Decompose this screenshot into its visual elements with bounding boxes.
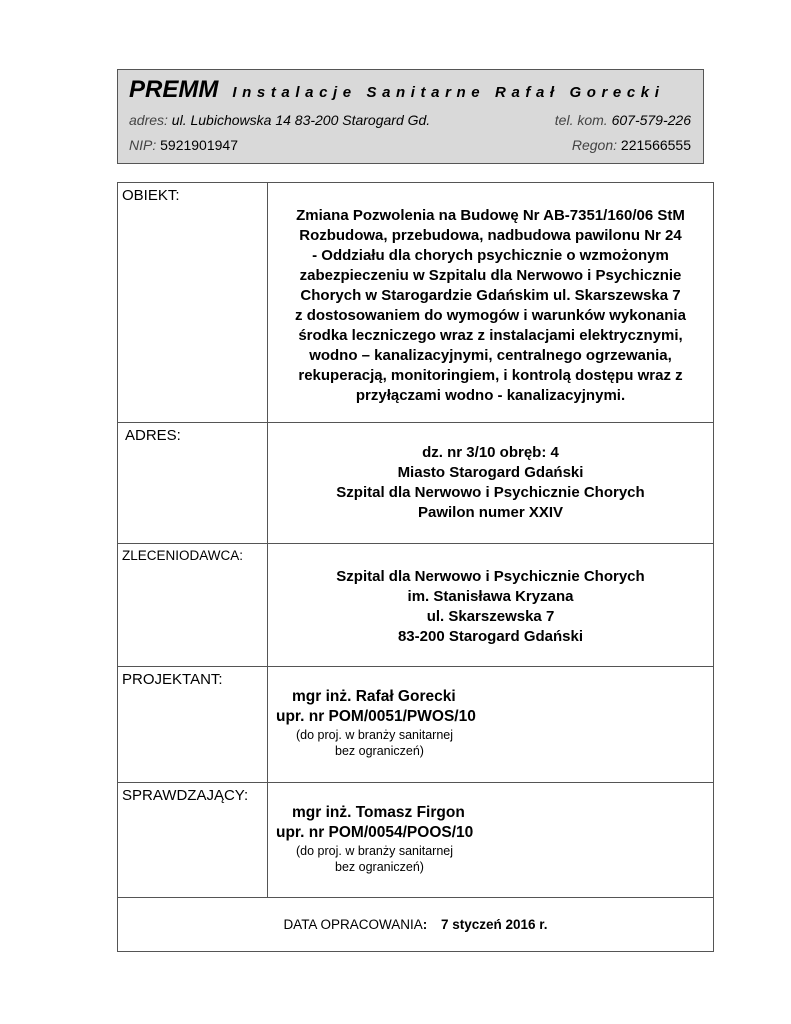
phone-value: 607-579-226 — [607, 112, 691, 128]
zleceniodawca-description — [268, 544, 713, 647]
obiekt-description — [268, 183, 713, 406]
brand-name: PREMM — [129, 76, 219, 103]
adres-line: Pawilon numer XXIV — [417, 504, 564, 521]
value-cell-adres — [268, 423, 714, 544]
projektant-block — [276, 687, 508, 759]
company-header — [117, 69, 704, 164]
value-cell-sprawdzajacy — [268, 783, 714, 898]
obiekt-line: z dostosowaniem do wymogów i warunków wykonania — [295, 307, 686, 324]
date-value: 7 styczeń 2016 r. — [440, 917, 548, 932]
adres-line: dz. nr 3/10 obręb: 4 — [422, 444, 559, 461]
zleceniodawca-label: ZLECENIODAWCA: — [122, 548, 244, 563]
date-cell — [118, 898, 714, 952]
label-cell-zleceniodawca — [118, 544, 268, 667]
obiekt-line: wodno – kanalizacyjnymi, centralnego ogrzewania, — [309, 347, 672, 364]
table-row-sprawdzajacy — [118, 783, 714, 898]
label-cell-projektant — [118, 667, 268, 783]
adres-description — [268, 423, 713, 523]
projektant-note-line2: bez ograniczeń) — [335, 744, 424, 758]
zleceniodawca-line: ul. Skarszewska 7 — [426, 608, 555, 625]
value-cell-projektant — [268, 667, 714, 783]
header-ids-row — [129, 137, 691, 153]
header-address-row — [129, 112, 691, 128]
obiekt-line: Zmiana Pozwolenia na Budowę Nr AB-7351/160/06 StM — [296, 207, 685, 224]
adres-line: Miasto Starogard Gdański — [397, 464, 584, 481]
sprawdzajacy-block — [276, 803, 508, 875]
company-name: Instalacje Sanitarne Rafał Gorecki — [232, 84, 665, 101]
table-row-zleceniodawca — [118, 544, 714, 667]
obiekt-label: OBIEKT: — [122, 187, 180, 204]
obiekt-line: środka leczniczego wraz z instalacjami elektrycznymi, — [298, 327, 683, 344]
projektant-permit: upr. nr POM/0051/PWOS/10 — [276, 708, 476, 725]
address-value: ul. Lubichowska 14 83-200 Starogard Gd. — [167, 112, 431, 128]
obiekt-line: przyłączami wodno - kanalizacyjnymi. — [355, 387, 626, 404]
table-row-obiekt — [118, 183, 714, 423]
date-colon: : — [422, 917, 428, 932]
sprawdzajacy-label: SPRAWDZAJĄCY: — [122, 787, 249, 804]
table-row-adres — [118, 423, 714, 544]
sprawdzajacy-name: mgr inż. Tomasz Firgon — [292, 804, 465, 821]
obiekt-line: - Oddziału dla chorych psychicznie o wzmożonym — [312, 247, 669, 264]
obiekt-line: rekuperacją, monitoringiem, i kontrolą dostępu wraz z — [298, 367, 683, 384]
phone — [555, 112, 691, 128]
label-cell-obiekt — [118, 183, 268, 423]
nip-label: NIP: — [129, 137, 157, 153]
obiekt-line: Rozbudowa, przebudowa, nadbudowa pawilonu Nr 24 — [299, 227, 682, 244]
obiekt-line: Chorych w Starogardzie Gdańskim ul. Skarszewska 7 — [300, 287, 681, 304]
label-cell-sprawdzajacy — [118, 783, 268, 898]
projektant-label: PROJEKTANT: — [122, 671, 223, 688]
label-cell-adres — [118, 423, 268, 544]
project-info-table — [117, 182, 714, 952]
zleceniodawca-line: im. Stanisława Kryzana — [407, 588, 574, 605]
table-row-date — [118, 898, 714, 952]
nip-value: 5921901947 — [156, 137, 238, 153]
address-label: adres: — [129, 112, 168, 128]
projektant-name: mgr inż. Rafał Gorecki — [292, 688, 456, 705]
regon-label: Regon: — [571, 137, 618, 153]
date-label: DATA OPRACOWANIA — [283, 917, 423, 932]
sprawdzajacy-note-line1: (do proj. w branży sanitarnej — [296, 844, 454, 858]
projektant-note-line1: (do proj. w branży sanitarnej — [296, 728, 454, 742]
value-cell-obiekt — [268, 183, 714, 423]
adres-label: ADRES: — [125, 427, 181, 444]
obiekt-line: zabezpieczeniu w Szpitalu dla Nerwowo i Psychicznie — [299, 267, 682, 284]
sprawdzajacy-permit: upr. nr POM/0054/POOS/10 — [276, 824, 474, 841]
zleceniodawca-line: 83-200 Starogard Gdański — [397, 628, 584, 645]
sprawdzajacy-note-line2: bez ograniczeń) — [335, 860, 424, 874]
regon-value: 221566555 — [617, 137, 691, 153]
header-title-line — [129, 76, 665, 104]
table-row-projektant — [118, 667, 714, 783]
phone-label: tel. kom. — [554, 112, 608, 128]
value-cell-zleceniodawca — [268, 544, 714, 667]
regon — [572, 137, 691, 153]
adres-line: Szpital dla Nerwowo i Psychicznie Chorych — [336, 484, 645, 501]
zleceniodawca-line: Szpital dla Nerwowo i Psychicznie Chorych — [336, 568, 645, 585]
